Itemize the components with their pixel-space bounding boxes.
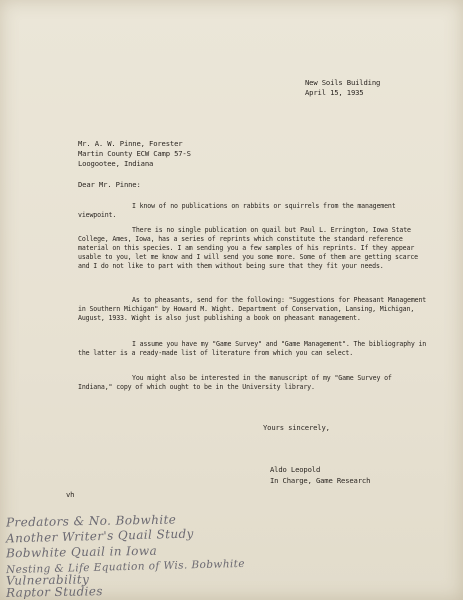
paragraph-2: There is no single publication on quail but Paul L. Errington, Iowa State College, Ames, Iowa, has a series of reprints which constitute the standard reference material on this species. I am sending you a few samples of his reprints. If they appear usable to you, let me know and I will send you some more. Some of them are getting scarce and I do not like to part with them without being sure that they fit your needs. bbox=[78, 226, 418, 271]
paragraph-3: As to pheasants, send for the following: "Suggestions for Pheasant Management in Southern Michigan" by Howard M. Wight. Department of Conservation, Lansing, Michigan, August, 1933. Wight is also just publishing a book on pheasant management. bbox=[78, 296, 427, 323]
typist-initials: vh bbox=[66, 490, 75, 499]
heading-date: April 15, 1935 bbox=[305, 88, 364, 97]
paragraph-4: I assume you have my "Game Survey" and "Game Management". The bibliography in the latter is a ready-made list of literature from which you can select. bbox=[78, 340, 427, 358]
closing: Yours sincerely, bbox=[263, 423, 330, 432]
handwritten-note-4: Nesting & Life Equation of Wis. Bobwhite bbox=[5, 557, 246, 577]
handwritten-note-1: Predators & No. Bobwhite bbox=[5, 512, 177, 530]
recipient-name: Mr. A. W. Pinne, Forester bbox=[78, 139, 183, 148]
handwritten-note-3: Bobwhite Quail in Iowa bbox=[5, 543, 158, 561]
heading-place: New Soils Building bbox=[305, 78, 381, 87]
signature-title: In Charge, Game Research bbox=[270, 476, 371, 485]
handwritten-note-6: Raptor Studies bbox=[5, 584, 104, 600]
recipient-city: Loogootee, Indiana bbox=[78, 159, 154, 168]
signature-name: Aldo Leopold bbox=[270, 465, 321, 474]
salutation: Dear Mr. Pinne: bbox=[78, 180, 141, 189]
paragraph-5: You might also be interested in the manuscript of my "Game Survey of Indiana," copy of which ought to be in the University library. bbox=[78, 374, 392, 392]
paragraph-1: I know of no publications on rabbits or squirrels from the management viewpoint. bbox=[78, 202, 396, 220]
recipient-camp: Martin County ECW Camp 57-S bbox=[78, 149, 191, 158]
handwritten-note-2: Another Writer's Quail Study bbox=[5, 526, 194, 546]
handwritten-note-5: Vulnerability bbox=[5, 572, 90, 588]
